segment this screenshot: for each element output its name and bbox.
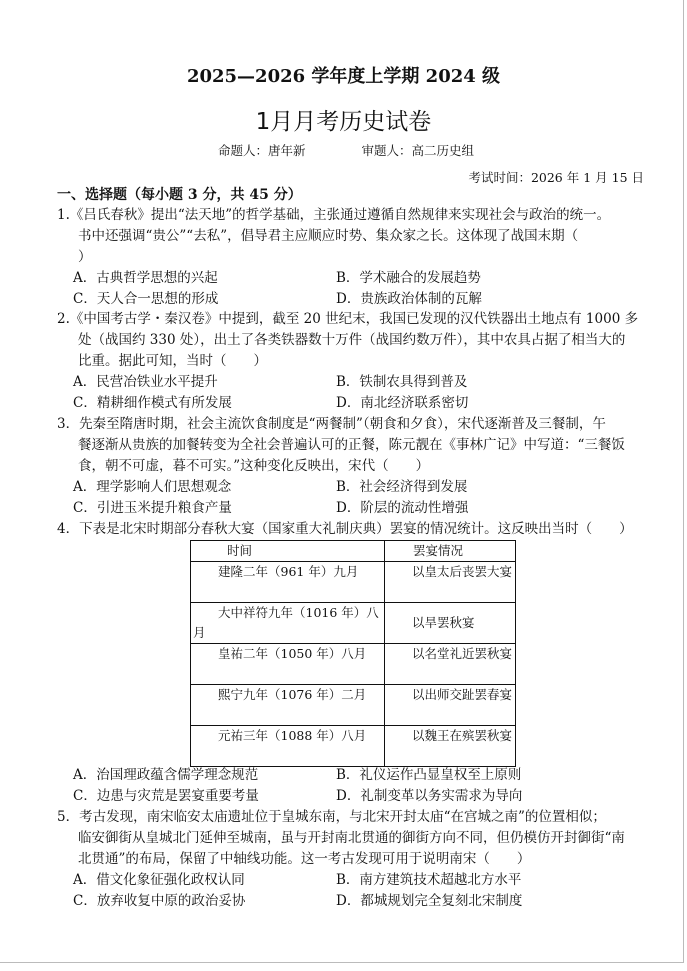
table-cell: 建隆二年（961 年）九月 bbox=[191, 562, 385, 603]
table-cell: 熙宁九年（1076 年）二月 bbox=[191, 685, 385, 726]
option-C: C．放弃收复中原的政治妥协 bbox=[73, 893, 246, 909]
option-A: A．治国理政蕴含儒学理念规范 bbox=[73, 767, 259, 783]
option-A: A．民营冶铁业水平提升 bbox=[73, 374, 218, 390]
table-cell: 以出师交趾罢春宴 bbox=[384, 685, 515, 726]
question-4 bbox=[57, 519, 657, 540]
option-A: A．借文化象征强化政权认同 bbox=[73, 872, 245, 888]
answer-options bbox=[57, 477, 657, 519]
table-cell: 元祐三年（1088 年）八月 bbox=[191, 726, 385, 767]
option-B: B．礼仪运作凸显皇权至上原则 bbox=[336, 767, 522, 783]
question-stem-line: 2.《中国考古学・秦汉卷》中提到，截至 20 世纪末，我国已发现的汉代铁器出土地点有 1000 多 bbox=[57, 311, 639, 327]
table-cell: 皇祐二年（1050 年）八月 bbox=[191, 644, 385, 685]
question-stem-line: 比重。据此可知，当时（ ） bbox=[78, 353, 267, 369]
table-row bbox=[191, 726, 516, 767]
question-2 bbox=[57, 309, 657, 414]
question-1 bbox=[57, 205, 657, 310]
author: 命题人：唐年新 bbox=[218, 143, 306, 158]
question-stem-line: 处（战国约 330 处），出土了各类铁器数十万件（战国约数万件），其中农具占据了相当大的 bbox=[78, 332, 626, 348]
table-row bbox=[191, 685, 516, 726]
option-C: C．天人合一思想的形成 bbox=[73, 291, 219, 307]
table-header: 时间 bbox=[191, 541, 385, 562]
table-cell: 以旱罢秋宴 bbox=[384, 603, 515, 644]
option-C: C．精耕细作模式有所发展 bbox=[73, 395, 232, 411]
table-cell: 以皇太后丧罢大宴 bbox=[384, 562, 515, 603]
question-stem-line: 餐逐渐从贵族的加餐转变为全社会普遍认可的正餐，陈元靓在《事林广记》中写道：“三餐饭 bbox=[78, 437, 625, 453]
option-D: D．阶层的流动性增强 bbox=[336, 500, 469, 516]
table-row bbox=[191, 603, 516, 644]
q4-table bbox=[190, 540, 516, 767]
question-4-options bbox=[57, 765, 657, 807]
table-header: 罢宴情况 bbox=[384, 541, 515, 562]
question-stem-line: 1.《吕氏春秋》提出“法天地”的哲学基础，主张通过遵循自然规律来实现社会与政治的统一。 bbox=[57, 207, 611, 223]
option-B: B．南方建筑技术超越北方水平 bbox=[336, 872, 522, 888]
question-5 bbox=[57, 807, 657, 912]
exam-title-year: 2025—2026 学年度上学期 2024 级 bbox=[186, 66, 501, 87]
question-stem-line: 4．下表是北宋时期部分春秋大宴（国家重大礼制庆典）罢宴的情况统计。这反映出当时（ ） bbox=[57, 521, 633, 537]
exam-title: 1月月考历史试卷 bbox=[255, 109, 432, 135]
table-row bbox=[191, 562, 516, 603]
exam-time: 考试时间：2026 年 1 月 15 日 bbox=[468, 170, 644, 185]
question-stem-line: 5．考古发现，南宋临安太庙遗址位于皇城东南，与北宋开封太庙“在宫城之南”的位置相似； bbox=[57, 809, 606, 825]
table-cell: 以魏王在殡罢秋宴 bbox=[384, 726, 515, 767]
option-D: D．南北经济联系密切 bbox=[336, 395, 469, 411]
option-B: B．社会经济得到发展 bbox=[336, 479, 468, 495]
option-B: B．学术融合的发展趋势 bbox=[336, 270, 481, 286]
question-stem-line: ） bbox=[78, 249, 92, 265]
answer-options bbox=[57, 268, 657, 310]
question-3 bbox=[57, 414, 657, 519]
answer-options bbox=[57, 870, 657, 912]
question-stem-line: 3．先秦至隋唐时期，社会主流饮食制度是“两餐制”（朝食和夕食），宋代逐渐普及三餐制，午 bbox=[57, 416, 606, 432]
option-A: A．古典哲学思想的兴起 bbox=[73, 270, 218, 286]
answer-options bbox=[57, 765, 657, 807]
table-header-row bbox=[191, 541, 516, 562]
option-C: C．边患与灾荒是罢宴重要考量 bbox=[73, 788, 259, 804]
question-stem-line: 书中还强调“贵公”“去私”，倡导君主应顺应时势、集众家之长。这体现了战国末期（ bbox=[78, 228, 579, 244]
option-D: D．贵族政治体制的瓦解 bbox=[336, 291, 482, 307]
question-stem-line: 临安御街从皇城北门延伸至城南，虽与开封南北贯通的御街方向不同，但仍模仿开封御街“南 bbox=[78, 830, 625, 846]
option-C: C．引进玉米提升粮食产量 bbox=[73, 500, 232, 516]
question-stem-line: 北贯通”的布局，保留了中轴线功能。这一考古发现可用于说明南宋（ ） bbox=[78, 851, 531, 867]
table-cell: 大中祥符九年（1016 年）八月 bbox=[191, 603, 385, 644]
option-B: B．铁制农具得到普及 bbox=[336, 374, 468, 390]
reviewer: 审题人：高二历史组 bbox=[361, 143, 475, 158]
question-stem-line: 食，朝不可虚，暮不可实。”这种变化反映出，宋代（ ） bbox=[78, 458, 430, 474]
authors-line bbox=[218, 141, 530, 159]
table-row bbox=[191, 644, 516, 685]
option-D: D．礼制变革以务实需求为导向 bbox=[336, 788, 523, 804]
table-cell: 以名堂礼近罢秋宴 bbox=[384, 644, 515, 685]
option-D: D．都城规划完全复刻北宋制度 bbox=[336, 893, 523, 909]
option-A: A．理学影响人们思想观念 bbox=[73, 479, 232, 495]
answer-options bbox=[57, 372, 657, 414]
section-heading: 一、选择题（每小题 3 分，共 45 分） bbox=[57, 187, 302, 203]
